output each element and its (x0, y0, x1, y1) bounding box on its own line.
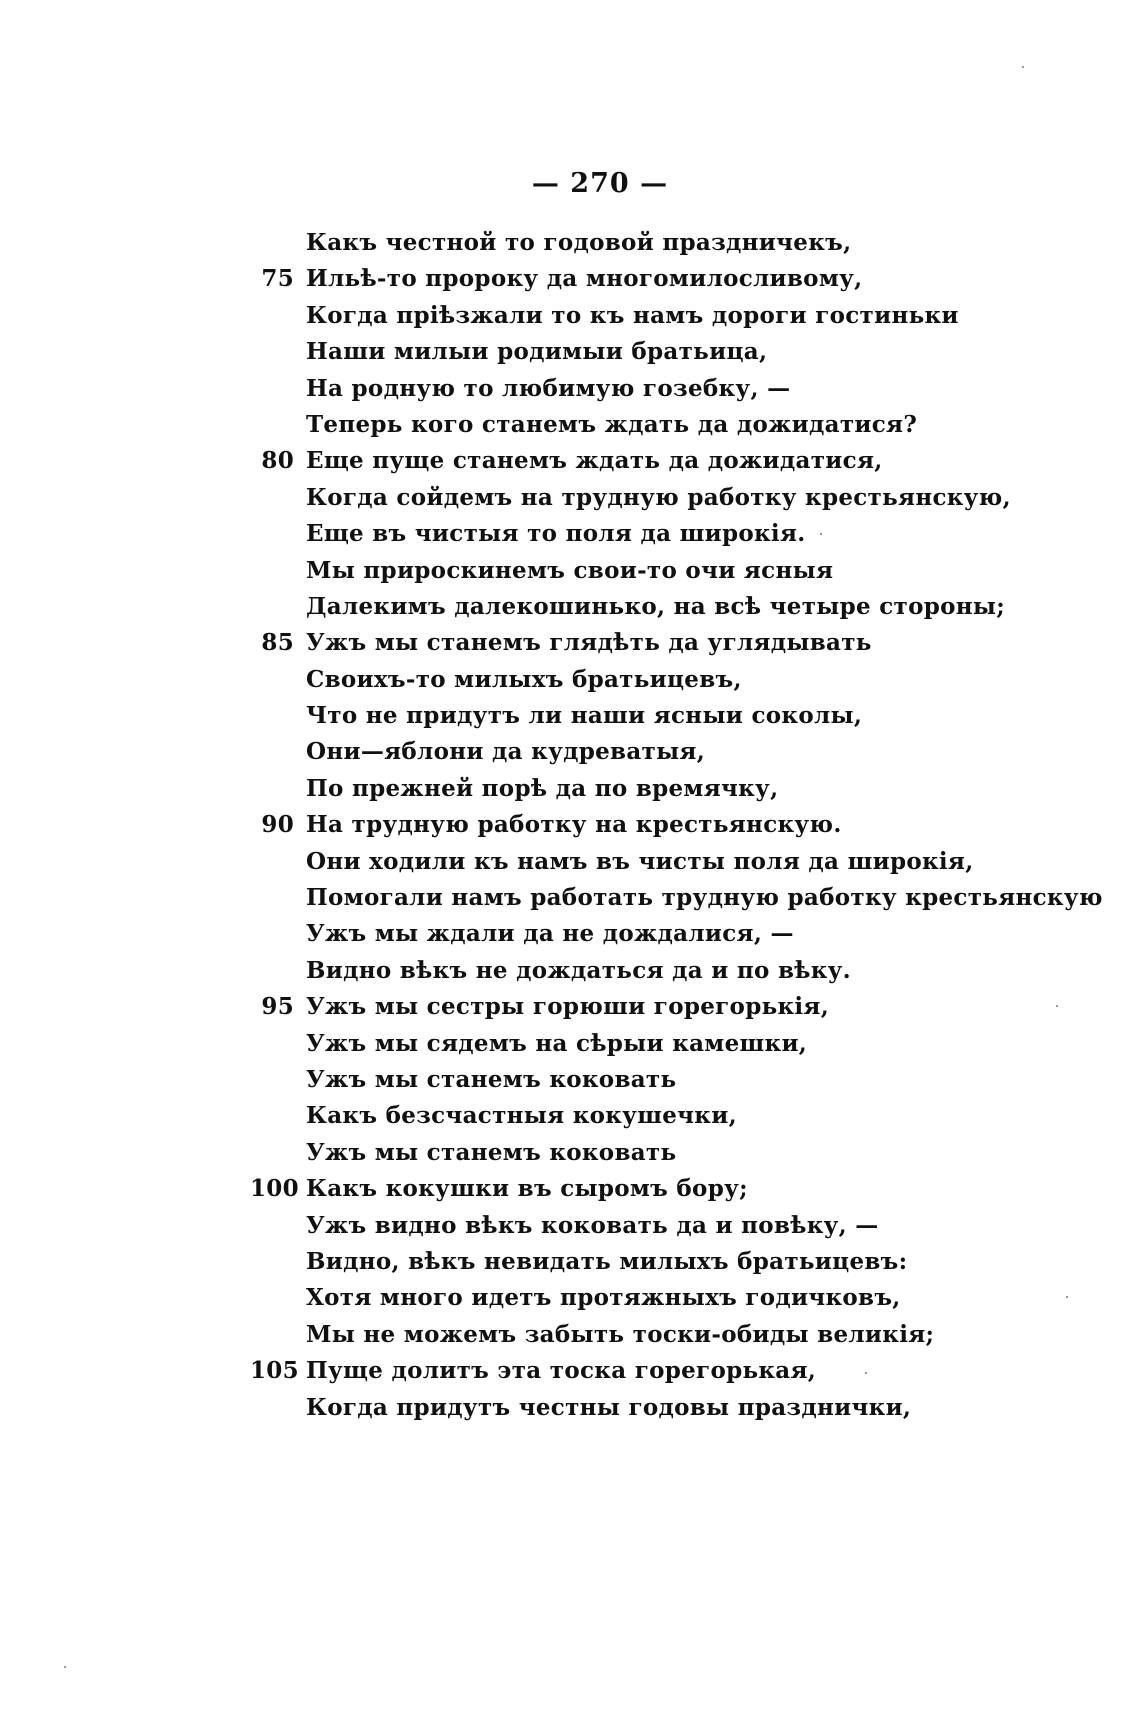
line-text: Какъ безсчастныя кокушечки, (306, 1102, 737, 1130)
poem-line (250, 1026, 1030, 1062)
line-number: 95 (261, 993, 294, 1021)
poem-line (250, 589, 1030, 625)
line-text: На родную то любимую гозебку, — (306, 374, 791, 402)
poem-line (250, 1390, 1030, 1426)
line-text: Какъ кокушки въ сыромъ бору; (306, 1175, 748, 1203)
poem-line (250, 989, 1030, 1025)
poem-line (250, 371, 1030, 407)
line-text: Хотя много идетъ протяжныхъ годичковъ, (306, 1284, 901, 1312)
line-text: Видно вѣкъ не дождаться да и по вѣку. (306, 956, 851, 984)
poem-line (250, 1317, 1030, 1353)
poem-line (250, 516, 1030, 552)
line-number: 80 (261, 447, 294, 475)
poem-line (250, 443, 1030, 479)
line-text: Ужъ мы станемъ коковать (306, 1138, 677, 1166)
line-number: 105 (250, 1357, 299, 1385)
poem-line (250, 225, 1030, 261)
scan-speck (1022, 66, 1024, 68)
scan-speck (865, 1372, 867, 1374)
line-number: 85 (261, 629, 294, 657)
line-text: Когда прiѣзжали то къ намъ дороги гостиньки (306, 301, 959, 329)
line-text: Когда придутъ честны годовы празднички, (306, 1393, 912, 1421)
scan-speck (1056, 1005, 1058, 1007)
poem-line (250, 625, 1030, 661)
poem-line (250, 953, 1030, 989)
poem-line (250, 844, 1030, 880)
poem-line (250, 771, 1030, 807)
line-text: Теперь кого станемъ ждать да дожидатися? (306, 410, 918, 438)
line-text: Наши милыи родимыи братьица, (306, 338, 768, 366)
poem-line (250, 1244, 1030, 1280)
line-text: Какъ честной то годовой праздничекъ, (306, 229, 852, 256)
poem-line (250, 334, 1030, 370)
scan-speck (1066, 1296, 1068, 1298)
poem-line (250, 734, 1030, 770)
page-number: — 270 — (531, 168, 669, 199)
line-text: Далекимъ далекошинько, на всѣ четыре стороны; (306, 592, 1006, 620)
poem-line (250, 1353, 1030, 1389)
line-text: Еще въ чистыя то поля да широкiя. (306, 520, 806, 548)
line-text: Что не придутъ ли наши ясныи соколы, (306, 702, 863, 730)
poem-line (250, 807, 1030, 843)
line-text: Своихъ-то милыхъ братьицевъ, (306, 665, 742, 693)
poem-line (250, 1062, 1030, 1098)
line-text: Ужъ мы сядемъ на сѣрыи камешки, (306, 1029, 808, 1057)
line-number: 75 (261, 265, 294, 293)
poem-line (250, 916, 1030, 952)
line-text: Пуще долитъ эта тоска горегорькая, (306, 1357, 817, 1385)
poem-line (250, 298, 1030, 334)
line-text: Еще пуще станемъ ждать да дожидатися, (306, 447, 883, 475)
line-text: Они ходили къ намъ въ чисты поля да широкiя, (306, 847, 974, 875)
scan-speck (820, 533, 822, 535)
line-text: На трудную работку на крестьянскую. (306, 811, 842, 839)
line-text: Они—яблони да кудреватыя, (306, 738, 706, 766)
line-text: Ужъ мы станемъ глядѣть да углядывать (306, 629, 872, 657)
poem-text (250, 225, 1103, 1426)
poem-line (250, 662, 1030, 698)
line-text: Ильѣ-то пророку да многомилосливому, (306, 265, 863, 293)
poem-line (250, 1135, 1030, 1171)
poem-line (250, 1171, 1030, 1207)
line-number: 100 (250, 1175, 299, 1203)
line-number: 90 (261, 811, 294, 839)
line-text: Когда сойдемъ на трудную работку крестьянскую, (306, 483, 1011, 511)
line-text: Видно, вѣкъ невидать милыхъ братьицевъ: (306, 1247, 908, 1275)
line-text: Мы не можемъ забыть тоски-обиды великiя; (306, 1320, 935, 1348)
poem-line (250, 880, 1103, 916)
line-text: Ужъ мы сестры горюши горегорькiя, (306, 993, 830, 1021)
poem-line (250, 261, 1030, 297)
poem-line (250, 698, 1030, 734)
poem-line (250, 480, 1030, 516)
line-text: Помогали намъ работать трудную работку крестьянскую (306, 884, 1103, 912)
poem-line (250, 1280, 1030, 1316)
scan-speck (64, 1666, 66, 1668)
poem-line (250, 1098, 1030, 1134)
poem-line (250, 407, 1030, 443)
poem-line (250, 1208, 1030, 1244)
line-text: По прежней порѣ да по времячку, (306, 774, 779, 802)
line-text: Ужъ мы ждали да не дождалися, — (306, 920, 794, 948)
line-text: Мы прироскинемъ свои-то очи ясныя (306, 556, 834, 584)
line-text: Ужъ видно вѣкъ коковать да и повѣку, — (306, 1211, 879, 1239)
line-text: Ужъ мы станемъ коковать (306, 1065, 677, 1093)
poem-line (250, 553, 1030, 589)
